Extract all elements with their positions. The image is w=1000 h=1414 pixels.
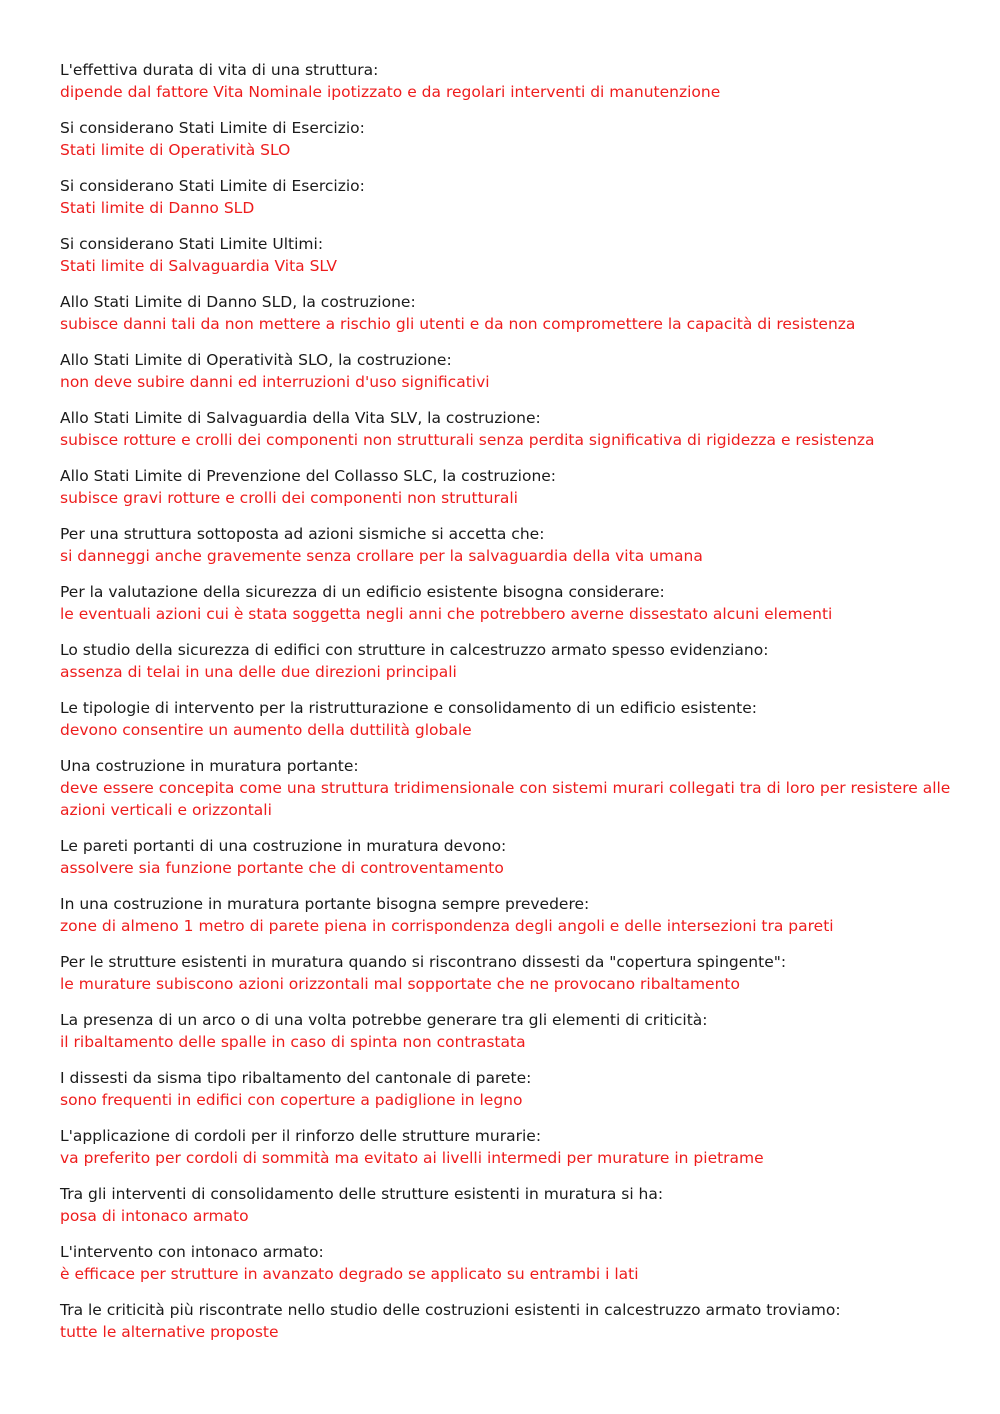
- question-text: La presenza di un arco o di una volta potrebbe generare tra gli elementi di criticità:: [60, 1011, 708, 1029]
- question-text: L'effettiva durata di vita di una struttura:: [60, 61, 379, 79]
- qa-item: [60, 951, 960, 995]
- answer-text: non deve subire danni ed interruzioni d'uso significativi: [60, 373, 490, 391]
- answer-text: si danneggi anche gravemente senza crollare per la salvaguardia della vita umana: [60, 547, 703, 565]
- question-text: Tra gli interventi di consolidamento delle strutture esistenti in muratura si ha:: [60, 1185, 664, 1203]
- answer-text: Stati limite di Salvaguardia Vita SLV: [60, 257, 337, 275]
- question-answer-list: [60, 59, 960, 1357]
- qa-item: [60, 233, 960, 277]
- qa-item: [60, 1299, 960, 1343]
- answer-text: le murature subiscono azioni orizzontali mal sopportate che ne provocano ribaltamento: [60, 975, 740, 993]
- question-text: In una costruzione in muratura portante bisogna sempre prevedere:: [60, 895, 590, 913]
- answer-text: sono frequenti in edifici con coperture a padiglione in legno: [60, 1091, 523, 1109]
- question-text: Per le strutture esistenti in muratura quando si riscontrano dissesti da "copertura spingente":: [60, 953, 787, 971]
- qa-item: [60, 465, 960, 509]
- answer-text: è efficace per strutture in avanzato degrado se applicato su entrambi i lati: [60, 1265, 639, 1283]
- qa-item: [60, 639, 960, 683]
- question-text: Per la valutazione della sicurezza di un edificio esistente bisogna considerare:: [60, 583, 665, 601]
- answer-text: subisce danni tali da non mettere a rischio gli utenti e da non compromettere la capacità di resistenza: [60, 315, 856, 333]
- answer-text: posa di intonaco armato: [60, 1207, 249, 1225]
- question-text: Le tipologie di intervento per la ristrutturazione e consolidamento di un edificio esistente:: [60, 699, 757, 717]
- qa-item: [60, 697, 960, 741]
- qa-item: [60, 835, 960, 879]
- answer-text: il ribaltamento delle spalle in caso di spinta non contrastata: [60, 1033, 526, 1051]
- qa-item: [60, 175, 960, 219]
- question-text: Lo studio della sicurezza di edifici con strutture in calcestruzzo armato spesso evidenziano:: [60, 641, 769, 659]
- question-text: Una costruzione in muratura portante:: [60, 757, 359, 775]
- answer-text: devono consentire un aumento della duttilità globale: [60, 721, 472, 739]
- question-text: Per una struttura sottoposta ad azioni sismiche si accetta che:: [60, 525, 545, 543]
- answer-text: subisce gravi rotture e crolli dei componenti non strutturali: [60, 489, 518, 507]
- qa-item: [60, 1125, 960, 1169]
- question-text: Allo Stati Limite di Danno SLD, la costruzione:: [60, 293, 416, 311]
- question-text: Allo Stati Limite di Operatività SLO, la costruzione:: [60, 351, 452, 369]
- answer-text: deve essere concepita come una struttura tridimensionale con sistemi murari collegati tra di loro per resistere alle azioni verticali e orizzontali: [60, 779, 951, 819]
- question-text: I dissesti da sisma tipo ribaltamento del cantonale di parete:: [60, 1069, 532, 1087]
- question-text: Si considerano Stati Limite Ultimi:: [60, 235, 324, 253]
- qa-item: [60, 893, 960, 937]
- qa-item: [60, 523, 960, 567]
- qa-item: [60, 1009, 960, 1053]
- qa-item: [60, 59, 960, 103]
- answer-text: subisce rotture e crolli dei componenti non strutturali senza perdita significativa di rigidezza e resistenza: [60, 431, 875, 449]
- qa-item: [60, 755, 960, 821]
- qa-item: [60, 291, 960, 335]
- question-text: L'intervento con intonaco armato:: [60, 1243, 324, 1261]
- answer-text: Stati limite di Operatività SLO: [60, 141, 291, 159]
- qa-item: [60, 349, 960, 393]
- question-text: Allo Stati Limite di Salvaguardia della Vita SLV, la costruzione:: [60, 409, 541, 427]
- answer-text: dipende dal fattore Vita Nominale ipotizzato e da regolari interventi di manutenzione: [60, 83, 721, 101]
- answer-text: va preferito per cordoli di sommità ma evitato ai livelli intermedi per murature in pietrame: [60, 1149, 764, 1167]
- answer-text: assenza di telai in una delle due direzioni principali: [60, 663, 457, 681]
- answer-text: tutte le alternative proposte: [60, 1323, 279, 1341]
- qa-item: [60, 117, 960, 161]
- question-text: Si considerano Stati Limite di Esercizio:: [60, 177, 365, 195]
- qa-item: [60, 1067, 960, 1111]
- qa-item: [60, 1241, 960, 1285]
- question-text: Si considerano Stati Limite di Esercizio:: [60, 119, 365, 137]
- qa-item: [60, 581, 960, 625]
- question-text: Le pareti portanti di una costruzione in muratura devono:: [60, 837, 507, 855]
- qa-item: [60, 407, 960, 451]
- answer-text: le eventuali azioni cui è stata soggetta negli anni che potrebbero averne dissestato alcuni elementi: [60, 605, 833, 623]
- answer-text: Stati limite di Danno SLD: [60, 199, 255, 217]
- question-text: Allo Stati Limite di Prevenzione del Collasso SLC, la costruzione:: [60, 467, 557, 485]
- question-text: L'applicazione di cordoli per il rinforzo delle strutture murarie:: [60, 1127, 542, 1145]
- answer-text: assolvere sia funzione portante che di controventamento: [60, 859, 504, 877]
- qa-item: [60, 1183, 960, 1227]
- answer-text: zone di almeno 1 metro di parete piena in corrispondenza degli angoli e delle intersezioni tra pareti: [60, 917, 834, 935]
- question-text: Tra le criticità più riscontrate nello studio delle costruzioni esistenti in calcestruzzo armato troviamo:: [60, 1301, 841, 1319]
